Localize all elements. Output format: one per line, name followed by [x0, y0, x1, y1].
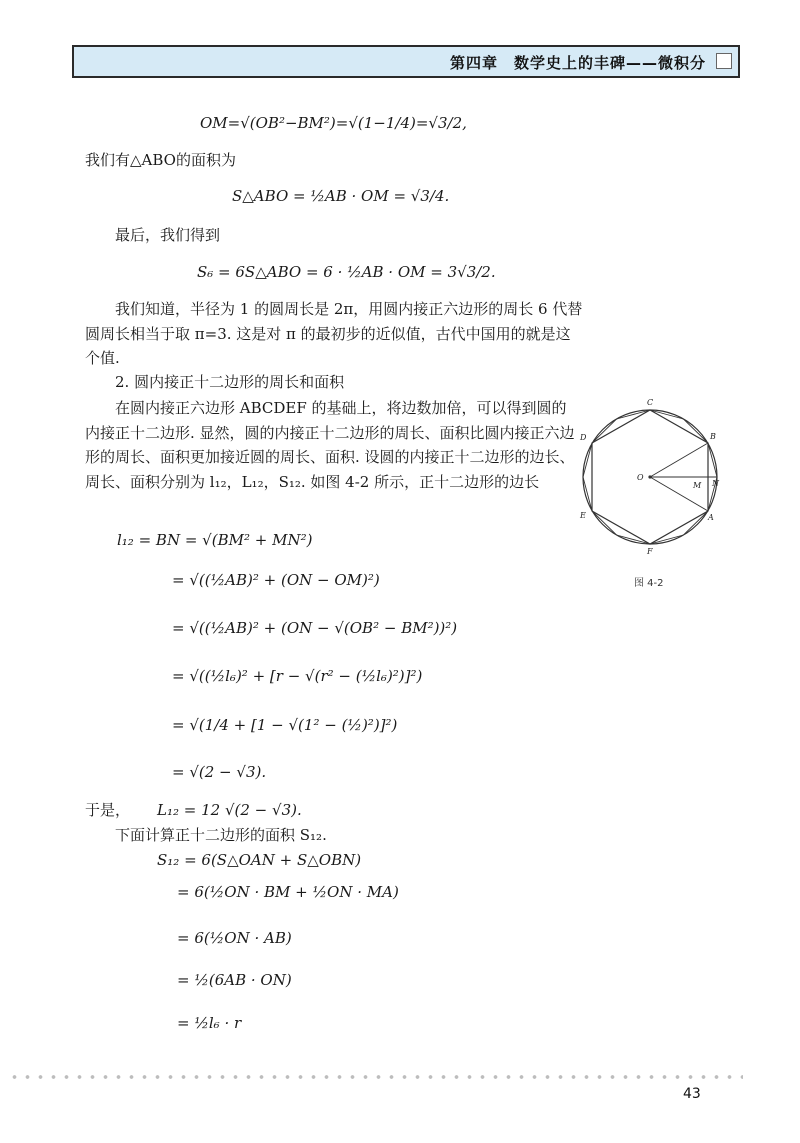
result-formula: L₁₂ = 12 √(2 − √3).: [157, 801, 302, 819]
area-step: = 6(½ON · BM + ½ON · MA): [177, 883, 399, 901]
footer-dotted-rule: [8, 1075, 743, 1079]
paragraph-dodecagon-text: 在圆内接正六边形 ABCDEF 的基础上，将边数加倍，可以得到圆的内接正十二边形. 显然，圆的内接正十二边形的周长、面积比圆内接正六边形的周长、面积更加接近圆的周长、面积. 设圆的内接正十二边形的边长、周长、面积分别为 l₁₂，L₁₂，S₁₂. 如图 4-2 所示，正十二边形的边长: [85, 399, 575, 491]
derivation-line: = √(1/4 + [1 − √(1² − (½)²)]²): [172, 716, 398, 734]
label-f: F: [647, 547, 653, 556]
area-intro-2: 下面计算正十二边形的面积 S₁₂.: [115, 826, 327, 844]
area-intro-text: 我们有△ABO的面积为: [85, 151, 236, 169]
area-step: = ½(6AB · ON): [177, 971, 292, 989]
derivation-line: = √((½l₆)² + [r − √(r² − (½l₆)²)]²): [172, 667, 423, 685]
label-e: E: [580, 511, 586, 520]
center-point: [648, 475, 651, 478]
chapter-header: [72, 45, 740, 78]
paragraph-dodecagon: [85, 396, 577, 494]
segment-ob: [650, 443, 708, 477]
paragraph-pi-text: 我们知道，半径为 1 的圆周长是 2π，用圆内接正六边形的周长 6 代替圆周长相当于取 π=3. 这是对 π 的最初步的近似值，古代中国用的就是这个值.: [85, 300, 583, 367]
derivation-line: l₁₂ = BN = √(BM² + MN²): [117, 531, 313, 549]
derivation-line: = √(2 − √3).: [172, 763, 267, 781]
area-step: = 6(½ON · AB): [177, 929, 292, 947]
result-lead: 于是，: [85, 801, 131, 819]
area-step: = ½l₆ · r: [177, 1014, 242, 1032]
label-o: O: [637, 473, 644, 482]
derivation-line: = √((½AB)² + (ON − OM)²): [172, 571, 380, 589]
chapter-title: 第四章 数学史上的丰碑——微积分: [449, 54, 706, 72]
label-m: M: [693, 481, 702, 490]
label-a: A: [708, 513, 714, 522]
header-square-icon: [716, 53, 732, 69]
finally-text: 最后，我们得到: [115, 226, 221, 244]
derivation-line: = √((½AB)² + (ON − √(OB² − BM²))²): [172, 619, 458, 637]
section-heading: 2. 圆内接正十二边形的周长和面积: [115, 373, 345, 391]
formula-om: OM=√(OB²−BM²)=√(1−1/4)=√3/2,: [200, 114, 467, 132]
figure-circle-hexagon: [575, 392, 725, 562]
area-step: S₁₂ = 6(S△OAN + S△OBN): [157, 851, 362, 869]
paragraph-pi: [85, 297, 583, 371]
label-c: C: [647, 398, 654, 407]
label-b: B: [710, 432, 716, 441]
label-d: D: [580, 433, 587, 442]
formula-s6: S₆ = 6S△ABO = 6 · ½AB · OM = 3√3/2.: [197, 263, 496, 281]
formula-s-abo: S△ABO = ½AB · OM = √3/4.: [232, 187, 450, 205]
label-n: N: [712, 479, 719, 488]
figure-caption: 图 4-2: [634, 578, 664, 589]
page-number: 43: [683, 1086, 701, 1102]
